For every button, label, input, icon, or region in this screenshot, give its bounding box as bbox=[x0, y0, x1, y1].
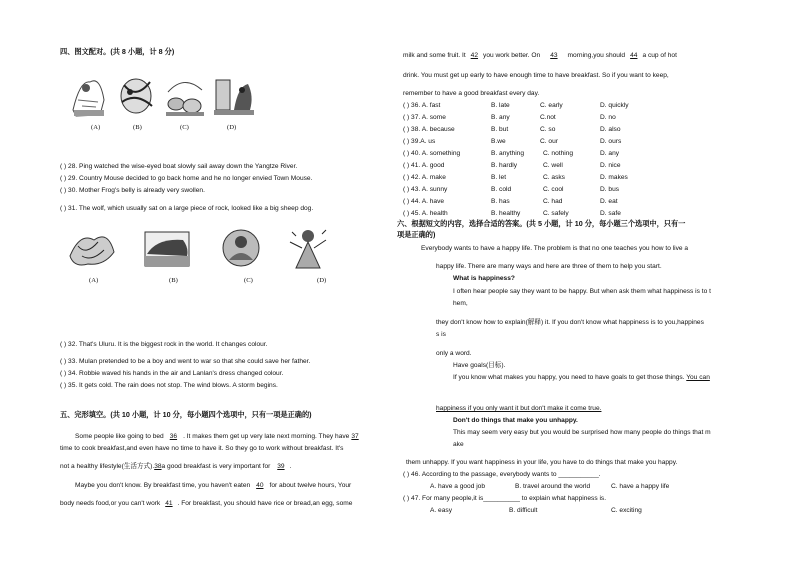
q47-option-a: A. easy bbox=[430, 507, 452, 514]
option-d: D. safe bbox=[600, 210, 621, 217]
option-b: B. anything bbox=[491, 150, 524, 157]
passage-line-2: happy life. There are many ways and here are three of them to help you start. bbox=[436, 263, 662, 270]
section5-title: 五、完形填空。(共 10 小题，计 10 分，每小题四个选项中，只有一项是正确的) bbox=[60, 410, 312, 419]
caption2-b: (B) bbox=[169, 277, 178, 284]
option-row: ( ) 45. A. health bbox=[403, 210, 448, 217]
option-b: B. late bbox=[491, 102, 510, 109]
q47-option-c: C. exciting bbox=[611, 507, 642, 514]
option-row: ( ) 44. A. have bbox=[403, 198, 445, 205]
caption2-a: (A) bbox=[89, 277, 99, 284]
question-35: ( ) 35. It gets cold. The rain does not stop. The wind blows. A storm begins. bbox=[60, 382, 278, 389]
q46-option-a: A. have a good job bbox=[430, 483, 485, 490]
option-c: C. nothing bbox=[543, 150, 574, 157]
question-28: ( ) 28. Ping watched the wise-eyed boat slowly sail away down the Yangtze River. bbox=[60, 163, 298, 170]
passage-line-6: s is bbox=[436, 331, 446, 338]
passage-line-1: Everybody wants to have a happy life. The problem is that no one teaches you how to live a bbox=[421, 245, 689, 252]
option-c: C. well bbox=[543, 162, 563, 169]
option-c: C. safely bbox=[543, 210, 569, 217]
passage-line-3: I often hear people say they want to be happy. But when ask them what happiness is to t bbox=[453, 288, 711, 295]
passage-line-11: ake bbox=[453, 441, 464, 448]
option-c: C. early bbox=[540, 102, 563, 109]
question-47: ( ) 47. For many people,it is__________ to explain what happiness is. bbox=[403, 495, 607, 502]
option-row: ( ) 41. A. good bbox=[403, 162, 445, 169]
option-d: D. eat bbox=[600, 198, 618, 205]
heading-dont-do-unhappy: Don't do things that make you unhappy. bbox=[453, 417, 578, 424]
question-33: ( ) 33. Mulan pretended to be a boy and went to war so that she could save her father. bbox=[60, 358, 311, 365]
mulan-icon bbox=[219, 226, 263, 272]
passage-line-7: only a word. bbox=[436, 350, 472, 357]
caption-a: (A) bbox=[91, 124, 101, 131]
storm-icon bbox=[68, 226, 116, 270]
option-d: D. no bbox=[600, 114, 616, 121]
passage-line-9: happiness if you only want it but don't make it come true. bbox=[436, 405, 602, 412]
caption-d: (D) bbox=[227, 124, 237, 131]
option-b: B. cold bbox=[491, 186, 512, 193]
option-row: ( ) 42. A. make bbox=[403, 174, 446, 181]
section4-title: 四、图文配对。(共 8 小题，计 8 分) bbox=[60, 47, 175, 56]
cloze-line-3: not a healthy lifestyle(生活方式).38a good breakfast is very important for 39 . bbox=[60, 463, 292, 470]
option-b: B. any bbox=[491, 114, 510, 121]
cartoon-wolf-icon bbox=[212, 72, 256, 118]
cartoon-frog-icon bbox=[164, 72, 206, 118]
question-31: ( ) 31. The wolf, which usually sat on a large piece of rock, looked like a big sheep dog. bbox=[60, 205, 314, 212]
caption2-d: (D) bbox=[317, 277, 327, 284]
option-d: D. makes bbox=[600, 174, 628, 181]
q46-option-b: B. travel around the world bbox=[515, 483, 591, 490]
question-34: ( ) 34. Robbie waved his hands in the air and Lanlan's dress changed colour. bbox=[60, 370, 284, 377]
cartoon-mouse-icon bbox=[116, 70, 156, 120]
option-c: C.not bbox=[540, 114, 556, 121]
option-c: C. had bbox=[543, 198, 563, 205]
cloze-cont-line-1: milk and some fruit. It 42 you work better. On 43 morning,you should 44 a cup of hot bbox=[403, 52, 677, 59]
question-29: ( ) 29. Country Mouse decided to go back home and he no longer envied Town Mouse. bbox=[60, 175, 313, 182]
option-d: D. quickly bbox=[600, 102, 629, 109]
section6-title-line-2: 项是正确的) bbox=[397, 230, 436, 239]
option-d: D. nice bbox=[600, 162, 621, 169]
q46-option-c: C. have a happy life bbox=[611, 483, 670, 490]
passage-line-10: This may seem very easy but you would be surprised how many people do things that m bbox=[453, 429, 711, 436]
robbie-magic-icon bbox=[286, 224, 332, 272]
option-d: D. also bbox=[600, 126, 621, 133]
option-b: B. let bbox=[491, 174, 507, 181]
passage-line-4: hem, bbox=[453, 300, 468, 307]
option-d: D. bus bbox=[600, 186, 620, 193]
option-c: C. asks bbox=[543, 174, 565, 181]
cloze-cont-line-2: drink. You must get up early to have enough time to have breakfast. So if you want to keep, bbox=[403, 72, 669, 79]
option-c: C. so bbox=[540, 126, 556, 133]
uluru-rock-icon bbox=[143, 226, 191, 270]
passage-line-5: they don't know how to explain(解释) it. If you don't know what happiness is to you,happines bbox=[436, 319, 704, 326]
q47-option-b: B. difficult bbox=[509, 507, 538, 514]
section6-title-line-1: 六、根据短文的内容，选择合适的答案。(共 5 小题，计 10 分，每小题三个选项中，只有一 bbox=[397, 219, 686, 228]
cloze-line-1: Some people like going to bed 36 . It makes them get up very late next morning. They have 37 bbox=[75, 433, 359, 440]
cloze-line-5: body needs food,or you can't work 41 . For breakfast, you should have rice or bread,an egg, some bbox=[60, 500, 353, 507]
option-b: B.we bbox=[491, 138, 506, 145]
option-b: B. hardly bbox=[491, 162, 518, 169]
cloze-line-2: time to cook breakfast,and even have no time to have it. So they go to work without breakfast. It's bbox=[60, 445, 344, 452]
cloze-cont-line-3: remember to have a good breakfast every day. bbox=[403, 90, 540, 97]
caption-b: (B) bbox=[133, 124, 142, 131]
caption2-c: (C) bbox=[244, 277, 253, 284]
option-b: B. but bbox=[491, 126, 509, 133]
heading-what-is-happiness: What is happiness? bbox=[453, 275, 515, 282]
option-row: ( ) 40. A. something bbox=[403, 150, 461, 157]
option-b: B. has bbox=[491, 198, 510, 205]
cloze-line-4: Maybe you don't know. By breakfast time, you haven't eaten 40 for about twelve hours, Your bbox=[75, 482, 352, 489]
option-row: ( ) 37. A. some bbox=[403, 114, 446, 121]
option-c: C. our bbox=[540, 138, 558, 145]
passage-line-8: If you know what makes you happy, you need to have goals to get those things. You can bbox=[453, 374, 710, 381]
question-30: ( ) 30. Mother Frog's belly is already very swollen. bbox=[60, 187, 205, 194]
question-32: ( ) 32. That's Uluru. It is the biggest rock in the world. It changes colour. bbox=[60, 341, 268, 348]
option-d: D. ours bbox=[600, 138, 622, 145]
passage-line-12: them unhappy. If you want happiness in your life, you have to do things that make you happy. bbox=[406, 459, 678, 466]
option-row: ( ) 39.A. us bbox=[403, 138, 436, 145]
heading-have-goals: Have goals(目标). bbox=[453, 362, 506, 369]
option-c: C. cool bbox=[543, 186, 564, 193]
question-46: ( ) 46. According to the passage, everybody wants to ___________. bbox=[403, 471, 601, 478]
option-b: B. healthy bbox=[491, 210, 521, 217]
option-d: D. any bbox=[600, 150, 620, 157]
option-row: ( ) 38. A. because bbox=[403, 126, 455, 133]
option-row: ( ) 43. A. sunny bbox=[403, 186, 448, 193]
option-row: ( ) 36. A. fast bbox=[403, 102, 441, 109]
caption-c: (C) bbox=[180, 124, 189, 131]
cartoon-boat-icon bbox=[70, 70, 108, 120]
